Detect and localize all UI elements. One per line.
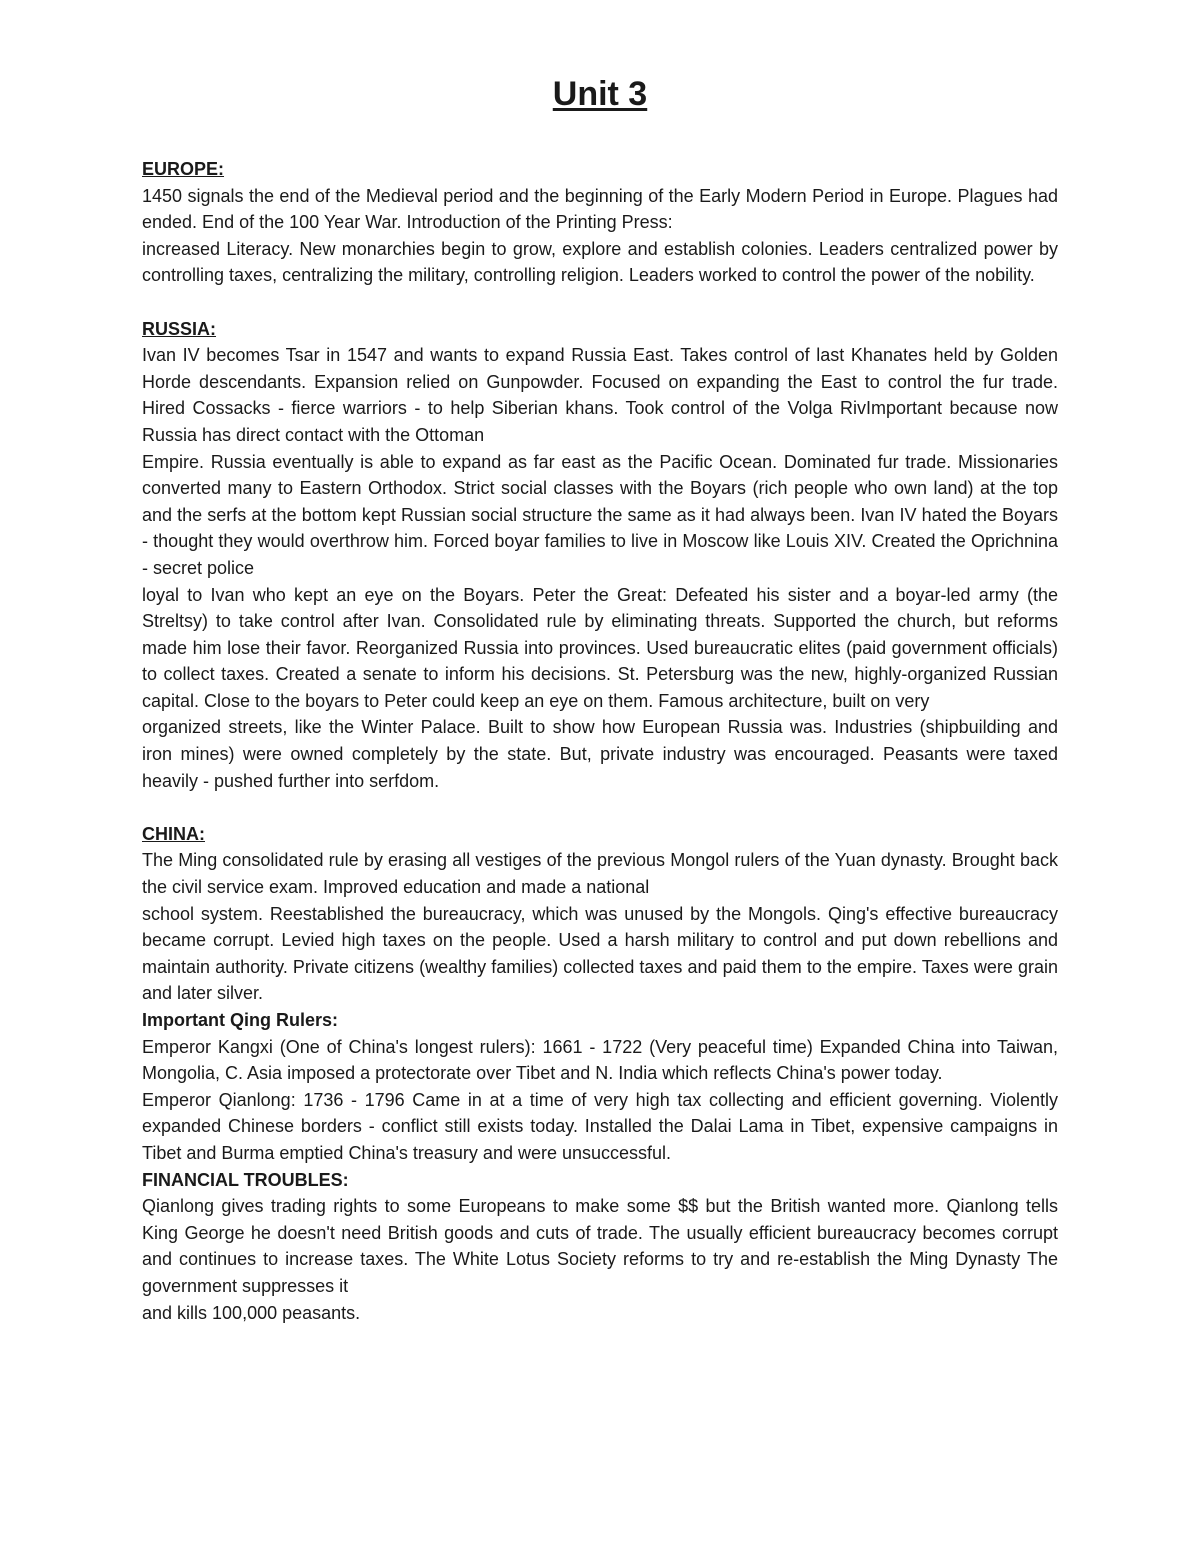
kangxi-paragraph: Emperor Kangxi (One of China's longest rulers): 1661 - 1722 (Very peaceful time) Expanded China into Taiwan, Mongolia, C. Asia imposed a protectorate over Tibet and N. India which reflects China's power today. [142,1036,1058,1084]
section-heading-russia: RUSSIA: [142,318,217,339]
section-heading-china: CHINA: [142,823,205,844]
russia-paragraph-3: loyal to Ivan who kept an eye on the Boyars. Peter the Great: Defeated his sister and a boyar-led army (the Streltsy) to take control after Ivan. Consolidated rule by eliminating threats. Supported the church, but reforms made him lose their favor. Reorganized Russia into provinces. Used bureaucratic elites (paid government officials) to collect taxes. Created a senate to inform his decisions. St. Petersburg was the new, highly-organized Russian capital. Close to the boyars to Peter could keep an eye on them. Famous architecture, built on very [142,584,1058,711]
spacer [142,794,1058,821]
china-paragraph-1: The Ming consolidated rule by erasing all vestiges of the previous Mongol rulers of the Yuan dynasty. Brought back the civil service exam. Improved education and made a national [142,850,1058,898]
document-page [142,72,1058,1326]
financial-paragraph-1: Qianlong gives trading rights to some Europeans to make some $$ but the British wanted more. Qianlong tells King George he doesn't need British goods and cuts of trade. The usually efficient bureaucracy becomes corrupt and continues to increase taxes. The White Lotus Society reforms to try and re-establish the Ming Dynasty The government suppresses it [142,1196,1058,1296]
qianlong-paragraph: Emperor Qianlong: 1736 - 1796 Came in at a time of very high tax collecting and efficient governing. Violently expanded Chinese borders - conflict still exists today. Installed the Dalai Lama in Tibet, expensive campaigns in Tibet and Burma emptied China's treasury and were unsuccessful. [142,1089,1058,1163]
europe-paragraph-2: increased Literacy. New monarchies begin to grow, explore and establish colonies. Leaders centralized power by controlling taxes, centralizing the military, controlling religion. Leaders worked to control the power of the nobility. [142,238,1058,286]
section-heading-europe: EUROPE: [142,159,225,179]
financial-paragraph-2: and kills 100,000 peasants. [142,1302,361,1323]
spacer [142,289,1058,316]
china-paragraph-2: school system. Reestablished the bureaucracy, which was unused by the Mongols. Qing's effective bureaucracy became corrupt. Levied high taxes on the people. Used a harsh military to control and put down rebellions and maintain authority. Private citizens (wealthy families) collected taxes and paid them to the empire. Taxes were grain and later silver. [142,903,1058,1004]
russia-paragraph-2: Empire. Russia eventually is able to expand as far east as the Pacific Ocean. Dominated fur trade. Missionaries converted many to Eastern Orthodox. Strict social classes with the Boyars (rich people who own land) at the top and the serfs at the bottom kept Russian social structure the same as it had always been. Ivan IV hated the Boyars - thought they would overthrow him. Forced boyar families to live in Moscow like Louis XIV. Created the Oprichnina - secret police [142,451,1058,578]
russia-paragraph-1: Ivan IV becomes Tsar in 1547 and wants to expand Russia East. Takes control of last Khanates held by Golden Horde descendants. Expansion relied on Gunpowder. Focused on expanding the East to control the fur trade. Hired Cossacks - fierce warriors - to help Siberian khans. Took control of the Volga RivImportant because now Russia has direct contact with the Ottoman [142,345,1058,445]
page-title: Unit 3 [552,75,648,113]
subheading-qing-rulers: Important Qing Rulers: [142,1010,339,1030]
russia-paragraph-4: organized streets, like the Winter Palace. Built to show how European Russia was. Industries (shipbuilding and iron mines) were owned completely by the state. But, private industry was encouraged. Peasants were taxed heavily - pushed further into serfdom. [142,717,1058,791]
subheading-financial-troubles: FINANCIAL TROUBLES: [142,1169,349,1190]
europe-paragraph-1: 1450 signals the end of the Medieval period and the beginning of the Early Modern Period in Europe. Plagues had ended. End of the 100 Year War. Introduction of the Printing Press: [142,185,1058,233]
